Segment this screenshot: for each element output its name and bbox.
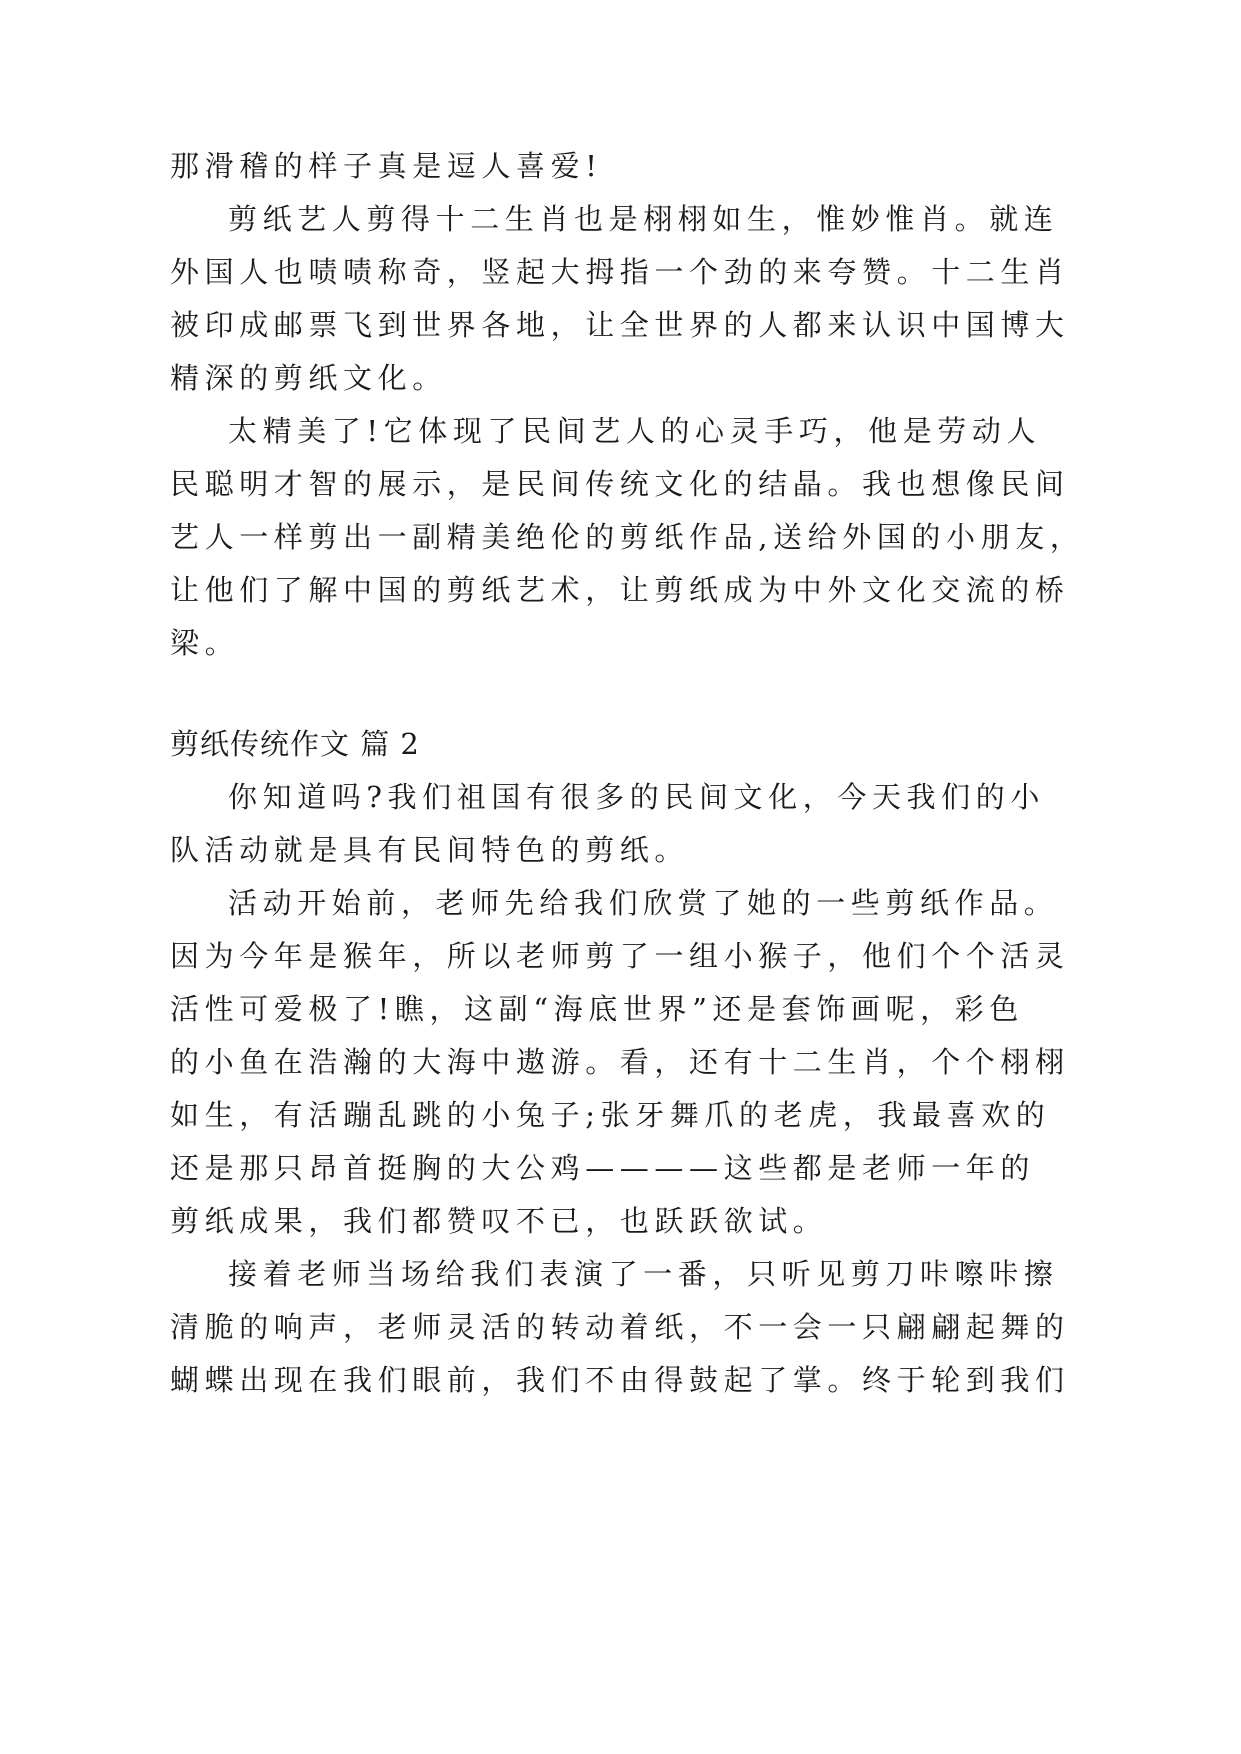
text-line: 剪纸成果，我们都赞叹不已，也跃跃欲试。	[170, 1204, 828, 1238]
text-line: 活动开始前，老师先给我们欣赏了她的一些剪纸作品。	[228, 886, 1059, 920]
text-line: 梁。	[170, 626, 240, 660]
text-line: 活性可爱极了!瞧，这副“海底世界”还是套饰画呢，彩色	[170, 992, 1024, 1026]
text-line: 清脆的响声，老师灵活的转动着纸，不一会一只翩翩起舞的	[170, 1310, 1070, 1344]
text-line: 队活动就是具有民间特色的剪纸。	[170, 833, 690, 867]
text-line: 外国人也啧啧称奇，竖起大拇指一个劲的来夸赞。十二生肖	[170, 255, 1070, 289]
text-line: 还是那只昂首挺胸的大公鸡————这些都是老师一年的	[170, 1151, 1036, 1185]
text-line: 接着老师当场给我们表演了一番，只听见剪刀咔嚓咔擦	[228, 1257, 1059, 1291]
text-line: 民聪明才智的展示，是民间传统文化的结晶。我也想像民间	[170, 467, 1070, 501]
text-line: 那滑稽的样子真是逗人喜爱!	[170, 149, 603, 183]
text-line: 让他们了解中国的剪纸艺术，让剪纸成为中外文化交流的桥	[170, 573, 1070, 607]
text-line: 艺人一样剪出一副精美绝伦的剪纸作品,送给外国的小朋友，	[170, 520, 1085, 554]
text-line: 精深的剪纸文化。	[170, 361, 447, 395]
text-line: 的小鱼在浩瀚的大海中遨游。看，还有十二生肖，个个栩栩	[170, 1045, 1070, 1079]
text-line: 因为今年是猴年，所以老师剪了一组小猴子，他们个个活灵	[170, 939, 1070, 973]
text-line: 被印成邮票飞到世界各地，让全世界的人都来认识中国博大	[170, 308, 1070, 342]
text-line: 剪纸艺人剪得十二生肖也是栩栩如生，惟妙惟肖。就连	[228, 202, 1059, 236]
text-line: 如生，有活蹦乱跳的小兔子;张牙舞爪的老虎，我最喜欢的	[170, 1098, 1051, 1132]
text-line: 你知道吗?我们祖国有很多的民间文化，今天我们的小	[228, 780, 1045, 814]
text-line: 太精美了!它体现了民间艺人的心灵手巧，他是劳动人	[228, 414, 1042, 448]
section-heading: 剪纸传统作文 篇 2	[170, 727, 420, 761]
text-line: 蝴蝶出现在我们眼前，我们不由得鼓起了掌。终于轮到我们	[170, 1363, 1070, 1397]
